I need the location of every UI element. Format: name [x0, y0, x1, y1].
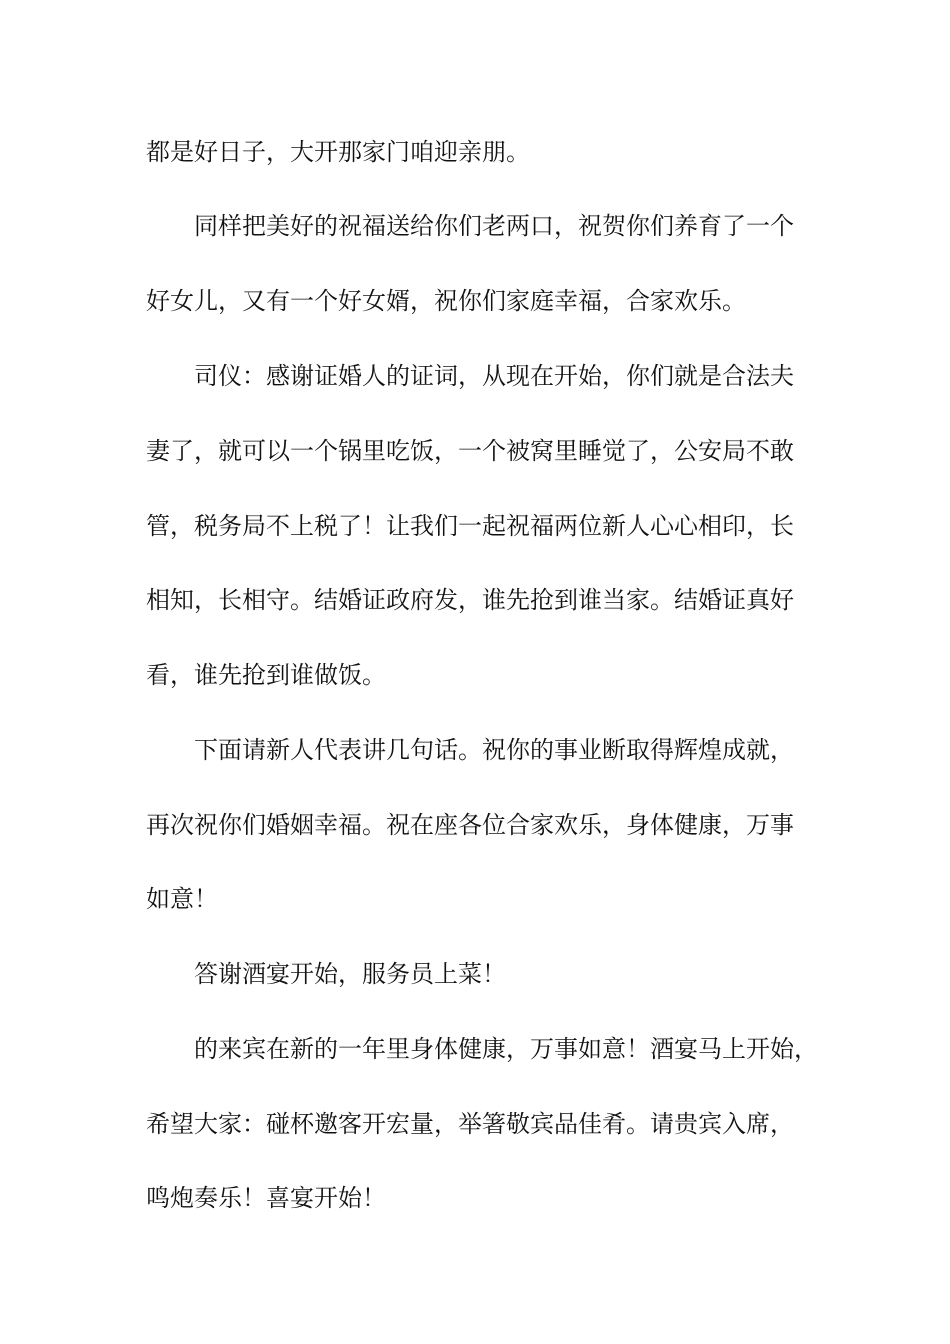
paragraph-first-line: 司仪：感谢证婚人的证词，从现在开始，你们就是合法夫 — [194, 362, 794, 390]
paragraph-first-line: 答谢酒宴开始，服务员上菜！ — [194, 960, 506, 988]
text-line: 管，税务局不上税了！让我们一起祝福两位新人心心相印，长 — [146, 512, 794, 540]
paragraph-first-line: 同样把美好的祝福送给你们老两口，祝贺你们养育了一个 — [194, 212, 794, 240]
text-line: 如意！ — [146, 885, 218, 913]
text-line: 再次祝你们婚姻幸福。祝在座各位合家欢乐，身体健康，万事 — [146, 811, 794, 839]
text-line: 相知，长相守。结婚证政府发，谁先抢到谁当家。结婚证真好 — [146, 586, 794, 614]
text-line: 鸣炮奏乐！喜宴开始！ — [146, 1184, 386, 1212]
text-line: 看，谁先抢到谁做饭。 — [146, 661, 386, 689]
text-line: 都是好日子，大开那家门咱迎亲朋。 — [146, 138, 530, 166]
text-line: 妻了，就可以一个锅里吃饭，一个被窝里睡觉了，公安局不敢 — [146, 437, 794, 465]
text-line: 好女儿，又有一个好女婿，祝你们家庭幸福，合家欢乐。 — [146, 287, 746, 315]
paragraph-first-line: 下面请新人代表讲几句话。祝你的事业断取得辉煌成就， — [194, 736, 794, 764]
text-line: 希望大家：碰杯邀客开宏量，举箸敬宾品佳肴。请贵宾入席， — [146, 1110, 794, 1138]
paragraph-first-line: 的来宾在新的一年里身体健康，万事如意！酒宴马上开始， — [194, 1035, 818, 1063]
